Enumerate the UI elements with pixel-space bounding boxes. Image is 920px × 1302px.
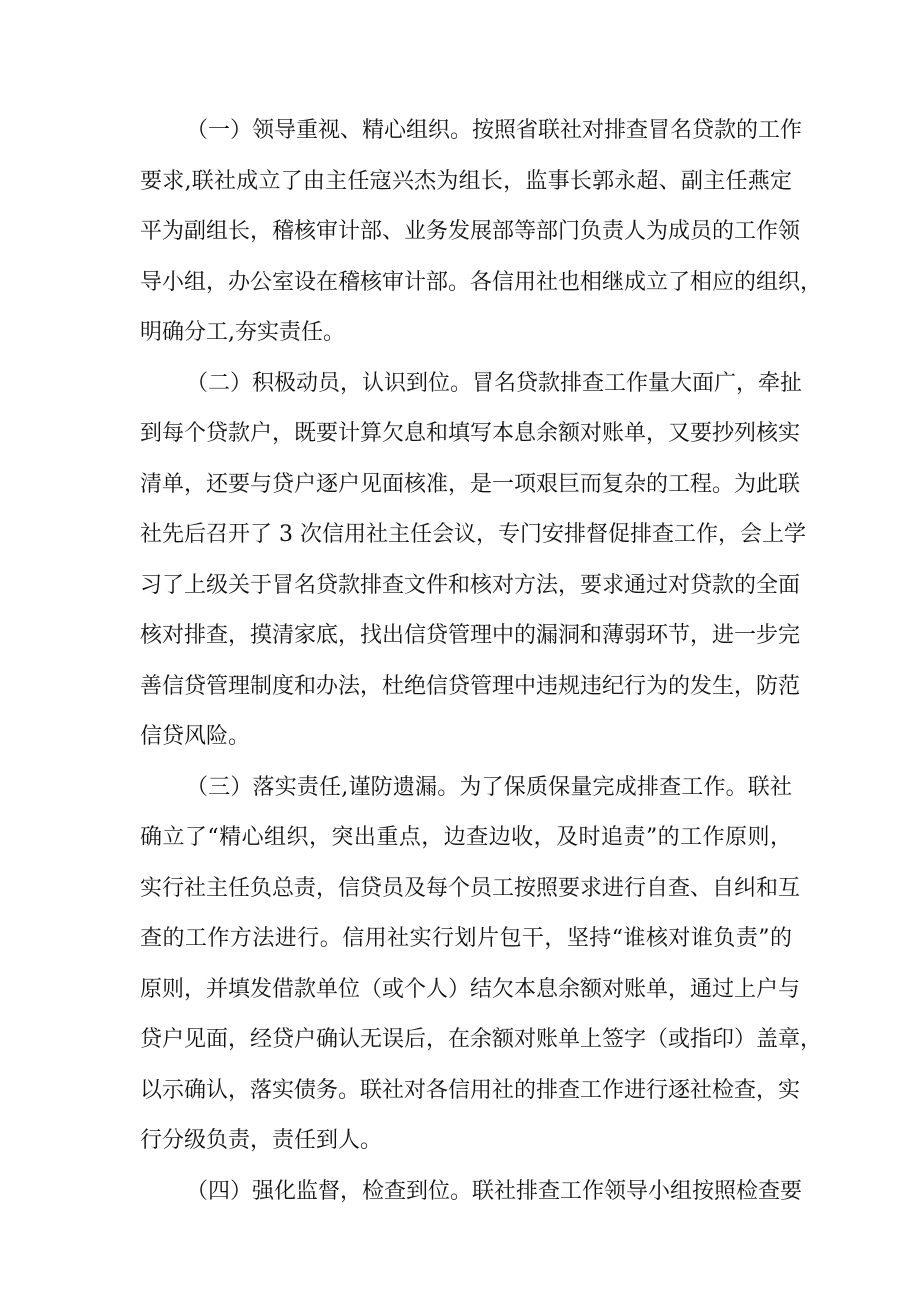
paragraph-2-line-1: （二）积极动员，认识到位。冒名贷款排查工作量大面广，牵扯 [186, 371, 803, 396]
paragraph-2-line-8: 信贷风险。 [140, 724, 251, 749]
paragraph-3-line-4: 查的工作方法进行。信用社实行划片包干，坚持“谁核对谁负责”的 [140, 926, 792, 951]
paragraph-2-line-7: 善信贷管理制度和办法，杜绝信贷管理中违规违纪行为的发生，防范 [140, 674, 801, 699]
paragraph-3-line-7: 以示确认，落实债务。联社对各信用社的排查工作进行逐社检查，实 [140, 1078, 801, 1103]
paragraph-2-line-5: 习了上级关于冒名贷款排查文件和核对方法，要求通过对贷款的全面 [140, 573, 801, 598]
paragraph-3-line-8: 行分级负责，责任到人。 [140, 1128, 383, 1153]
paragraph-3-line-1: （三）落实责任,谨防遗漏。为了保质保量完成排查工作。联社 [186, 775, 792, 800]
paragraph-1-line-1: （一）领导重视、精心组织。按照省联社对排查冒名贷款的工作 [186, 118, 803, 143]
paragraph-2-line-6: 核对排查，摸清家底，找出信贷管理中的漏洞和薄弱环节，进一步完 [140, 623, 801, 648]
paragraph-2-line-2: 到每个贷款户，既要计算欠息和填写本息余额对账单，又要抄列核实 [140, 421, 801, 446]
paragraph-3-line-5: 原则，并填发借款单位（或个人）结欠本息余额对账单，通过上户与 [140, 977, 801, 1002]
paragraph-2-line-3: 清单，还要与贷户逐户见面核准，是一项艰巨而复杂的工程。为此联 [140, 472, 801, 497]
paragraph-2-line-4: 社先后召开了 3 次信用社主任会议，专门安排督促排查工作，会上学 [140, 522, 806, 547]
paragraph-3-line-3: 实行社主任负总责，信贷员及每个员工按照要求进行自查、自纠和互 [140, 876, 801, 901]
paragraph-1-line-3: 平为副组长，稽核审计部、业务发展部等部门负责人为成员的工作领 [140, 219, 801, 244]
paragraph-3-line-6: 贷户见面，经贷户确认无误后，在余额对账单上签字（或指印）盖章， [140, 1027, 823, 1052]
paragraph-1-line-5: 明确分工,夯实责任。 [140, 320, 345, 345]
paragraph-3-line-2: 确立了“精心组织，突出重点，边查边收，及时追责”的工作原则， [140, 825, 792, 850]
paragraph-1-line-2: 要求,联社成立了由主任寇兴杰为组长，监事长郭永超、副主任燕定 [140, 169, 792, 194]
paragraph-4-line-1: （四）强化监督，检查到位。联社排查工作领导小组按照检查要 [186, 1179, 803, 1204]
paragraph-1-line-4: 导小组，办公室设在稽核审计部。各信用社也相继成立了相应的组织， [140, 270, 823, 295]
